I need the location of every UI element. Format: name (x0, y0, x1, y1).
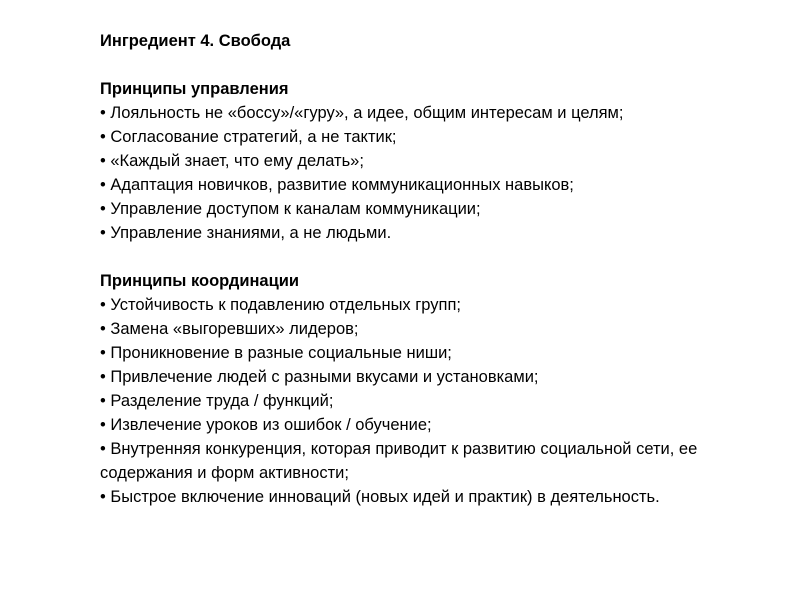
list-item-text: «Каждый знает, что ему делать»; (110, 152, 364, 170)
list-item (100, 221, 740, 245)
list-item (100, 413, 740, 437)
list-item-text: Проникновение в разные социальные ниши; (110, 344, 452, 362)
list-item-text: Разделение труда / функций; (110, 392, 334, 410)
slide-content (100, 29, 740, 509)
list-item-text: Внутренняя конкуренция, которая приводит к развитию социальной сети, ее содержания и форм активности; (100, 440, 698, 482)
list-item-text: Адаптация новичков, развитие коммуникационных навыков; (110, 176, 574, 194)
list-item-text: Устойчивость к подавлению отдельных групп; (110, 296, 461, 314)
list-item (100, 101, 740, 125)
bullet-icon: • (100, 344, 106, 362)
list-item (100, 341, 740, 365)
list-item (100, 197, 740, 221)
list-item-text: Управление доступом к каналам коммуникации; (110, 200, 481, 218)
bullet-icon: • (100, 488, 106, 506)
management-principles-list (100, 101, 740, 245)
spacer (100, 53, 740, 77)
list-item-text: Управление знаниями, а не людьми. (110, 224, 392, 242)
list-item (100, 149, 740, 173)
list-item (100, 317, 740, 341)
list-item-text: Извлечение уроков из ошибок / обучение; (110, 416, 432, 434)
section-heading-coordination: Принципы координации (100, 272, 300, 290)
bullet-icon: • (100, 440, 106, 458)
list-item-text: Привлечение людей с разными вкусами и установками; (110, 368, 539, 386)
list-item (100, 389, 740, 413)
list-item (100, 293, 740, 317)
list-item (100, 485, 740, 509)
bullet-icon: • (100, 368, 106, 386)
list-item-text: Быстрое включение инноваций (новых идей и практик) в деятельность. (110, 488, 660, 506)
bullet-icon: • (100, 392, 106, 410)
slide-title: Ингредиент 4. Свобода (100, 32, 291, 50)
bullet-icon: • (100, 176, 106, 194)
bullet-icon: • (100, 104, 106, 122)
bullet-icon: • (100, 320, 106, 338)
bullet-icon: • (100, 224, 106, 242)
list-item-text: Лояльность не «боссу»/«гуру», а идее, общим интересам и целям; (110, 104, 624, 122)
list-item (100, 437, 740, 485)
bullet-icon: • (100, 296, 106, 314)
bullet-icon: • (100, 416, 106, 434)
list-item (100, 125, 740, 149)
bullet-icon: • (100, 128, 106, 146)
list-item-text: Замена «выгоревших» лидеров; (110, 320, 359, 338)
bullet-icon: • (100, 152, 106, 170)
bullet-icon: • (100, 200, 106, 218)
section-heading-management: Принципы управления (100, 80, 289, 98)
coordination-principles-list (100, 293, 740, 509)
list-item (100, 173, 740, 197)
list-item-text: Согласование стратегий, а не тактик; (110, 128, 397, 146)
spacer (100, 245, 740, 269)
list-item (100, 365, 740, 389)
